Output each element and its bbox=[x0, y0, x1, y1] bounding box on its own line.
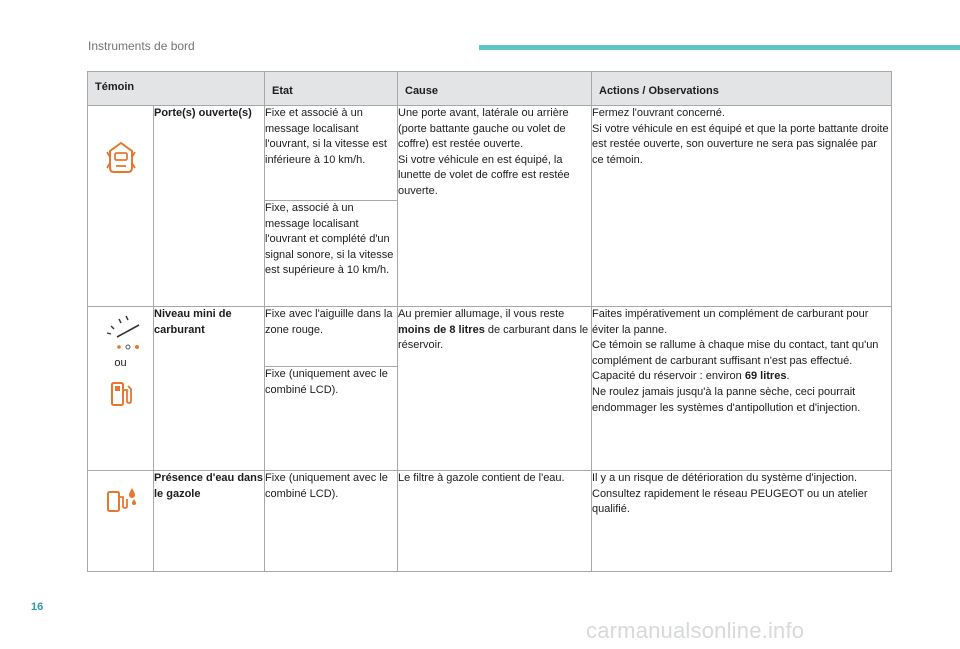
actions-water: Il y a un risque de détérioration du système d'injection. Consultez rapidement le réseau PEUGEOT ou un atelier qualifié. bbox=[592, 471, 892, 572]
icon-cell bbox=[88, 307, 154, 471]
column-header-etat: Etat bbox=[265, 72, 398, 106]
or-label: ou bbox=[114, 357, 127, 369]
etat-doors-low-speed: Fixe et associé à un message localisant l'ouvrant, si la vitesse est inférieure à 10 km/h. bbox=[265, 106, 398, 201]
fuel-pump-icon bbox=[109, 380, 133, 408]
column-header-actions: Actions / Observations bbox=[592, 72, 892, 106]
section-title: Instruments de bord bbox=[88, 39, 195, 53]
actions-fuel: Faites impérativement un complément de carburant pour éviter la panne. Ce témoin se rallume à chaque mise du contact, tant qu'un complément de carburant suffisant n'est pas effectué. Capacité du réservoir : environ 69 litres. Ne roulez jamais jusqu'à la panne sèche, ceci pourrait endommager les systèmes d'antipollution et d'injection. bbox=[592, 307, 892, 471]
cause-fuel: Au premier allumage, il vous reste moins de 8 litres de carburant dans le réservoir. bbox=[398, 307, 592, 471]
table-row bbox=[88, 471, 892, 572]
column-header-cause: Cause bbox=[398, 72, 592, 106]
etat-fuel-needle: Fixe avec l'aiguille dans la zone rouge. bbox=[265, 307, 398, 367]
row-label-doors: Porte(s) ouverte(s) bbox=[154, 106, 265, 307]
table-header-row bbox=[88, 72, 892, 106]
door-open-warning-icon bbox=[106, 141, 136, 175]
etat-fuel-lcd: Fixe (uniquement avec le combiné LCD). bbox=[265, 367, 398, 471]
icon-cell bbox=[88, 106, 154, 307]
cause-doors: Une porte avant, latérale ou arrière (porte battante gauche ou volet de coffre) est restée ouverte. Si votre véhicule en est équipé, la lunette de volet de coffre est restée ouverte. bbox=[398, 106, 592, 307]
warning-lights-table bbox=[87, 71, 892, 572]
watermark: carmanualsonline.info bbox=[586, 618, 805, 643]
column-header-temoin: Témoin bbox=[88, 72, 265, 106]
table-row bbox=[88, 307, 892, 367]
etat-doors-high-speed: Fixe, associé à un message localisant l'ouvrant et complété d'un signal sonore, si la vitesse est supérieure à 10 km/h. bbox=[265, 201, 398, 307]
header-accent-bar bbox=[479, 45, 960, 50]
actions-doors: Fermez l'ouvrant concerné. Si votre véhicule en est équipé et que la porte battante droite est restée ouverte, son ouverture ne sera pas signalée par ce témoin. bbox=[592, 106, 892, 307]
row-label-water: Présence d'eau dans le gazole bbox=[154, 471, 265, 572]
water-in-diesel-icon bbox=[104, 484, 138, 514]
cause-water: Le filtre à gazole contient de l'eau. bbox=[398, 471, 592, 572]
table-row bbox=[88, 106, 892, 201]
icon-cell bbox=[88, 471, 154, 572]
etat-water: Fixe (uniquement avec le combiné LCD). bbox=[265, 471, 398, 572]
page-number: 16 bbox=[31, 601, 44, 613]
row-label-fuel: Niveau mini de carburant bbox=[154, 307, 265, 471]
fuel-gauge-icon bbox=[99, 313, 143, 353]
